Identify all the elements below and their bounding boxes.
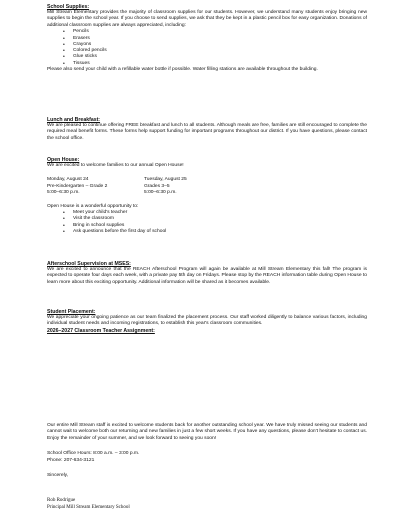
open-house-intro: We are excited to welcome families to our annual Open House!	[47, 163, 184, 168]
placement-section	[47, 309, 367, 334]
list-item: • Visit the classroom	[47, 216, 367, 222]
open-house-sessions	[47, 177, 367, 196]
session-date: Tuesday, August 25	[144, 177, 187, 183]
list-item: • Pencils	[47, 29, 367, 35]
water-bottle-note: Please also send your child with a refillable water bottle if possible. Water filling stations are available throughout the building.	[47, 67, 318, 72]
office-phone: Phone: 207-634-3121	[47, 457, 95, 463]
lunch-heading: Lunch and Breakfast:	[47, 117, 101, 123]
open-house-opportunity: Open House is a wonderful opportunity to:	[47, 203, 139, 209]
school-supplies-heading: School Supplies:	[47, 4, 90, 10]
school-supplies-section	[47, 4, 367, 73]
signer-name: Rob Rodrigue	[47, 498, 76, 504]
list-item: • Bring in school supplies	[47, 223, 367, 229]
session-time: 5:00–6:30 p.m.	[144, 190, 177, 196]
afterschool-text: We are excited to announce that the REACH Afterschool Program will again be available at Mill Stream Elementary this fall! The program is expected to operate four days each week, with a private pay 5th day on Fridays. Please stop by the REACH information table during Open House to learn more about this exciting opportunity. Additional information will be shared as it becomes available.	[47, 267, 367, 285]
list-item: • Glue sticks	[47, 54, 367, 60]
lunch-section	[47, 117, 367, 142]
office-hours: School Office Hours: 8:00 a.m. – 3:00 p.m.	[47, 451, 140, 457]
list-item: • Tissues	[47, 61, 367, 67]
session-time: 5:00–6:30 p.m.	[47, 190, 80, 196]
closing-section	[47, 423, 367, 511]
placement-heading: Student Placement:	[47, 309, 96, 315]
open-house-section	[47, 157, 367, 235]
afterschool-heading: Afterschool Supervision at MSES:	[47, 261, 131, 267]
list-item: • Erasers	[47, 36, 367, 42]
session-monday	[47, 177, 144, 196]
school-supplies-intro: Mill Stream Elementary provides the majority of classroom supplies for our students. However, we understand many students enjoy bringing new supplies to begin the school year. If you choose to send supplies, we ask that they be kept in a plastic pencil box for easy organization. Donations of additional classroom supplies are always appreciated, including:	[47, 10, 367, 28]
session-grades: Pre-Kindergarten – Grade 2	[47, 183, 108, 189]
list-item: • Crayons	[47, 42, 367, 48]
teacher-assignment-heading: 2026–2027 Classroom Teacher Assignment:	[47, 327, 155, 334]
session-grades: Grades 3–5	[144, 183, 170, 189]
closing-text: Our entire Mill Stream staff is excited to welcome students back for another outstanding school year. We have truly missed seeing our students and cannot wait to welcome both our returning and new families in just a few short weeks. If you have any questions, please don't hesitate to contact us. Enjoy the remainder of your summer, and we look forward to seeing you soon!	[47, 423, 367, 441]
session-date: Monday, August 24	[47, 177, 89, 183]
supplies-list	[47, 29, 367, 67]
list-item: • Colored pencils	[47, 48, 367, 54]
lunch-text: We are pleased to continue offering FREE breakfast and lunch to all students. Although meals are free, families are still encouraged to complete the required meal benefit forms. These forms help support funding for important programs throughout our district. If you have questions, please contact the school office.	[47, 123, 367, 141]
signer-title: Principal Mill Stream Elementary School	[47, 504, 130, 510]
session-tuesday	[144, 177, 187, 196]
afterschool-section	[47, 261, 367, 286]
open-house-heading: Open House:	[47, 157, 80, 163]
list-item: • Meet your child's teacher	[47, 210, 367, 216]
open-house-list	[47, 210, 367, 235]
signoff: Sincerely,	[47, 473, 69, 479]
placement-text: We appreciate your ongoing patience as our team finalized the placement process. Our staff worked diligently to balance various factors, including individual student needs and incoming registrations, to establish this year's classroom communities.	[47, 315, 367, 327]
list-item: • Ask questions before the first day of school	[47, 229, 367, 235]
